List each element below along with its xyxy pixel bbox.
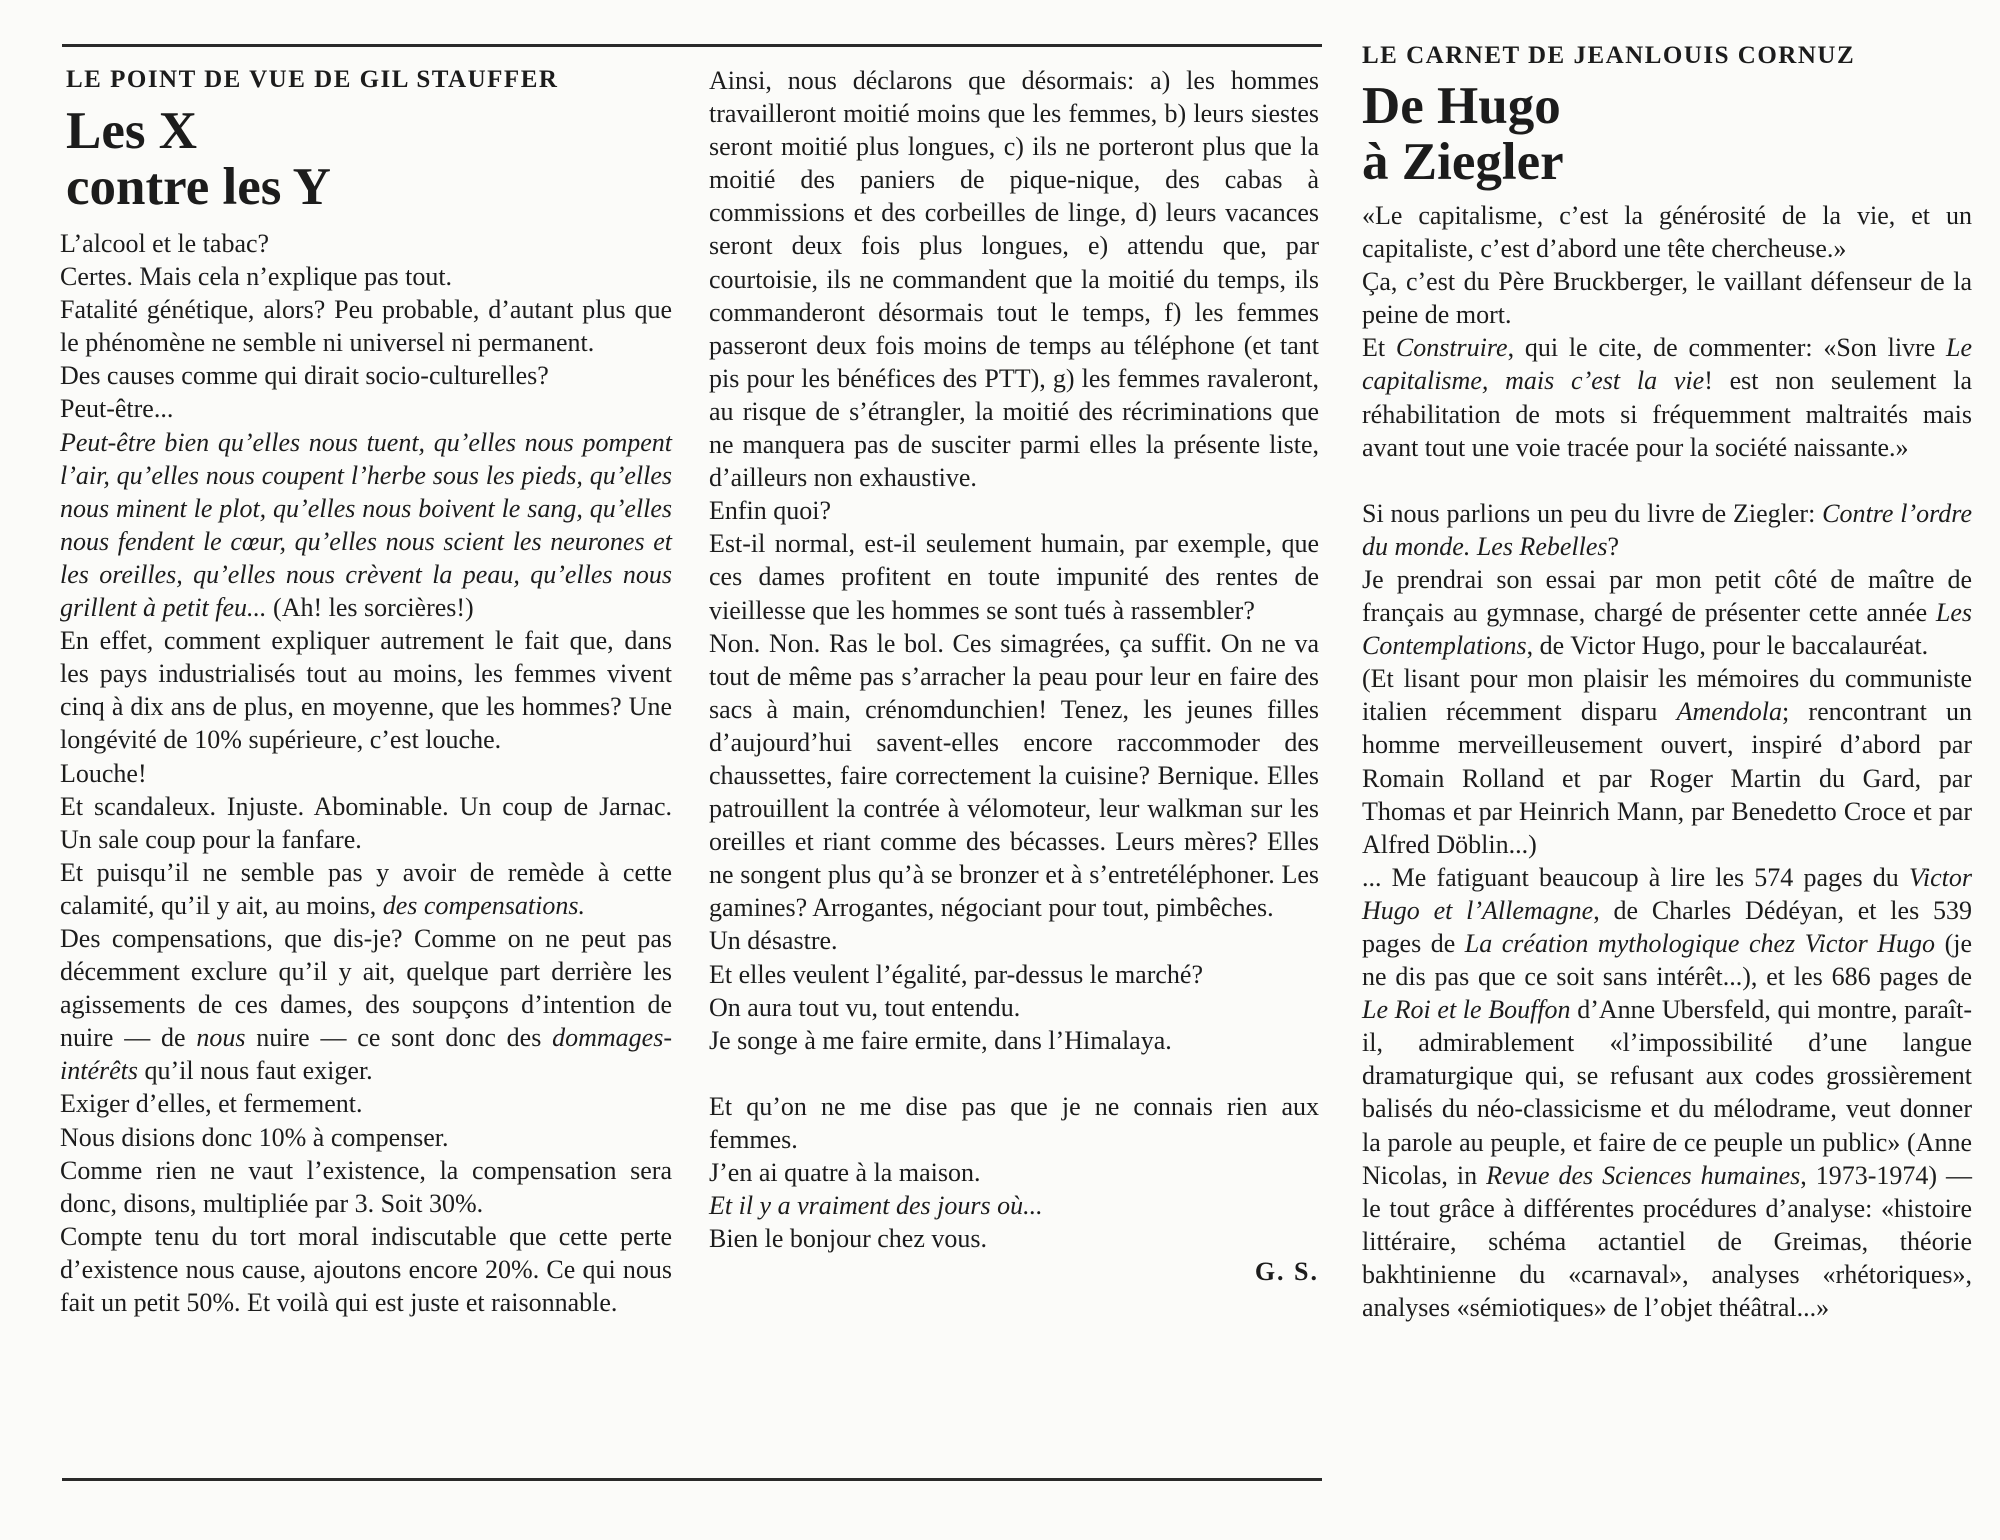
left-body xyxy=(60,227,672,1319)
paragraph: Et scandaleux. Injuste. Abominable. Un coup de Jarnac. Un sale coup pour la fanfare. xyxy=(60,791,672,854)
paragraph: Est-il normal, est-il seulement humain, par exemple, que ces dames profitent en toute impunité des rentes de vieillesse que les hommes se sont tués à rassembler? xyxy=(709,529,1319,625)
paragraph: Ainsi, nous déclarons que désormais: a) les hommes travailleront moitié moins que les femmes, b) leurs siestes seront moitié plus longues, c) ils ne porteront plus que la moitié des paniers de pique-nique, des cabas à commissions et des corbeilles de linge, d) leurs vacances seront deux fois plus longues, e) attendu que, par courtoisie, ils ne commandent que la moitié du temps, ils commanderont désormais tout le temps, f) les femmes passeront deux fois moins de temps au téléphone (et tant pis pour les bénéfices des PTT), g) les femmes ravaleront, au risque de s’étrangler, la moitié des récriminations que ne manquera pas de susciter parmi elles la présente liste, d’ailleurs non exhaustive. xyxy=(709,66,1319,493)
paragraph: Et elles veulent l’égalité, par-dessus le marché? xyxy=(709,959,1203,989)
paragraph: Comme rien ne vaut l’existence, la compensation sera donc, disons, multipliée par 3. Soit 30%. xyxy=(60,1155,672,1218)
right-headline-line1: De Hugo xyxy=(1362,77,1561,135)
paragraph: Nous disions donc 10% à compenser. xyxy=(60,1122,449,1152)
middle-column xyxy=(709,64,1319,1288)
signature: G. S. xyxy=(1254,1257,1319,1287)
right-headline xyxy=(1362,78,1564,190)
paragraph: «Le capitalisme, c’est la générosité de la vie, et un capitaliste, c’est d’abord une tête chercheuse.» xyxy=(1362,201,1972,264)
paragraph: Et puisqu’il ne semble pas y avoir de remède à cette calamité, qu’il y ait, au moins, des compensations. xyxy=(60,857,672,920)
right-headline-line2: à Ziegler xyxy=(1362,133,1564,191)
paragraph: Compte tenu du tort moral indiscutable que cette perte d’existence nous cause, ajoutons encore 20%. Ce qui nous fait un petit 50%. Et voilà qui est juste et raisonnable. xyxy=(60,1221,672,1317)
paragraph: Peut-être... xyxy=(60,394,174,424)
left-headline xyxy=(66,103,331,215)
paragraph: On aura tout vu, tout entendu. xyxy=(709,992,1021,1022)
right-kicker: LE CARNET DE JEANLOUIS CORNUZ xyxy=(1362,42,1856,69)
paragraph: Fatalité génétique, alors? Peu probable, d’autant plus que le phénomène ne semble ni universel ni permanent. xyxy=(60,295,672,358)
paragraph: Bien le bonjour chez vous. xyxy=(709,1224,987,1254)
paragraph: Non. Non. Ras le bol. Ces simagrées, ça suffit. On ne va tout de même pas s’arracher la peau pour leur en faire des sacs à main, crénomdunchien! Tenez, les jeunes filles d’aujourd’hui savent-elles encore raccommoder des chaussettes, faire correctement la cuisine? Bernique. Elles patrouillent la contrée à vélomoteur, leur walkman sur les oreilles et riant comme des bécasses. Leurs mères? Elles ne songent plus qu’à se bronzer et à s’entretéléphoner. Les gamines? Arrogantes, négociant pour tout, pimbêches. xyxy=(709,628,1319,923)
paragraph: Exiger d’elles, et fermement. xyxy=(60,1089,363,1119)
paragraph: J’en ai quatre à la maison. xyxy=(709,1158,981,1187)
paragraph: Ça, c’est du Père Bruckberger, le vaillant défenseur de la peine de mort. xyxy=(1362,267,1972,330)
paragraph xyxy=(709,1189,1319,1222)
paragraph: Des compensations, que dis-je? Comme on ne peut pas décemment exclure qu’il y ait, quelque part derrière les agissements de ces dames, des soupçons d’intention de nuire — de nous nuire — ce sont donc des dommages-intérêts qu’il nous faut exiger. xyxy=(60,923,672,1086)
paragraph: Certes. Mais cela n’explique pas tout. xyxy=(60,262,453,292)
paragraph: Un désastre. xyxy=(709,926,838,956)
italic-text: Peut-être bien qu’elles nous tuent, qu’elles nous pompent l’air, qu’elles nous coupent l’herbe sous les pieds, qu’elles nous minent le plot, qu’elles nous boivent le sang, qu’elles nous fendent le cœur, qu’elles nous scient les neurones et les oreilles, qu’elles nous crèvent la peau, qu’elles nous grillent à petit feu... xyxy=(60,427,672,623)
paragraph: Peut-être bien qu’elles nous tuent, qu’elles nous pompent l’air, qu’elles nous coupent l’herbe sous les pieds, qu’elles nous minent le plot, qu’elles nous boivent le sang, qu’elles nous fendent le cœur, qu’elles nous scient les neurones et les oreilles, qu’elles nous crèvent la peau, qu’elles nous grillent à petit feu... (Ah! les sorcières!) xyxy=(60,427,672,623)
paragraph: L’alcool et le tabac? xyxy=(60,229,270,258)
paragraph: En effet, comment expliquer autrement le fait que, dans les pays industrialisés tout au moins, les femmes vivent cinq à dix ans de plus, en moyenne, que les hommes? Une longévité de 10% supérieure, c’est louche. xyxy=(60,626,672,755)
paragraph: Je prendrai son essai par mon petit côté de maître de français au gymnase, chargé de présenter cette année Les Contemplations, de Victor Hugo, pour le baccalauréat. xyxy=(1362,564,1972,661)
paragraph: Et Construire, qui le cite, de commenter: «Son livre Le capitalisme, mais c’est la vie! est non seulement la réhabilitation de mots si fréquemment maltraités mais avant tout une voie tracée pour la société naissante.» xyxy=(1362,333,1972,462)
paragraph: Des causes comme qui dirait socio-culturelles? xyxy=(60,361,549,391)
paragraph: (Et lisant pour mon plaisir les mémoires du communiste italien récemment disparu Amendola; rencontrant un homme merveilleusement ouvert, inspiré d’abord par Romain Rolland et par Roger Martin du Gard, par Thomas et par Heinrich Mann, par Benedetto Croce et par Alfred Döblin...) xyxy=(1362,664,1972,859)
paragraph: ... Me fatiguant beaucoup à lire les 574 pages du Victor Hugo et l’Allemagne, de Charles Dédéyan, et les 539 pages de La création mythologique chez Victor Hugo (je ne dis pas que ce soit sans intérêt...), et les 686 pages de Le Roi et le Bouffon d’Anne Ubersfeld, qui montre, paraît-il, admirablement «l’impossibilité d’une langue dramaturgique qui, se refusant aux codes grossièrement balisés du néo-classicisme et du mélodrame, veut donner la parole au peuple, et faire de ce peuple un public» (Anne Nicolas, in Revue des Sciences humaines, 1973-1974) — le tout grâce à différentes procédures d’analyse: «histoire littéraire, schéma actantiel de Greimas, théorie bakhtinienne du «carnaval», analyses «rhétoriques», analyses «sémiotiques» de l’objet théâtral...» xyxy=(1362,862,1973,1322)
paragraph: Et qu’on ne me dise pas que je ne connais rien aux femmes. xyxy=(709,1091,1319,1154)
italic-text: Et il y a vraiment des jours où... xyxy=(709,1191,1043,1221)
bottom-rule xyxy=(62,1478,1322,1481)
paragraph: Si nous parlions un peu du livre de Ziegler: Contre l’ordre du monde. Les Rebelles? xyxy=(1362,498,1972,561)
paragraph: Enfin quoi? xyxy=(709,496,832,526)
paragraph: Louche! xyxy=(60,758,147,788)
left-headline-line2: contre les Y xyxy=(66,158,331,216)
left-kicker: LE POINT DE VUE DE GIL STAUFFER xyxy=(66,66,559,93)
top-rule xyxy=(62,44,1322,47)
left-headline-line1: Les X xyxy=(66,102,198,160)
paragraph: Je songe à me faire ermite, dans l’Himalaya. xyxy=(709,1025,1172,1055)
right-body xyxy=(1362,199,1972,1324)
